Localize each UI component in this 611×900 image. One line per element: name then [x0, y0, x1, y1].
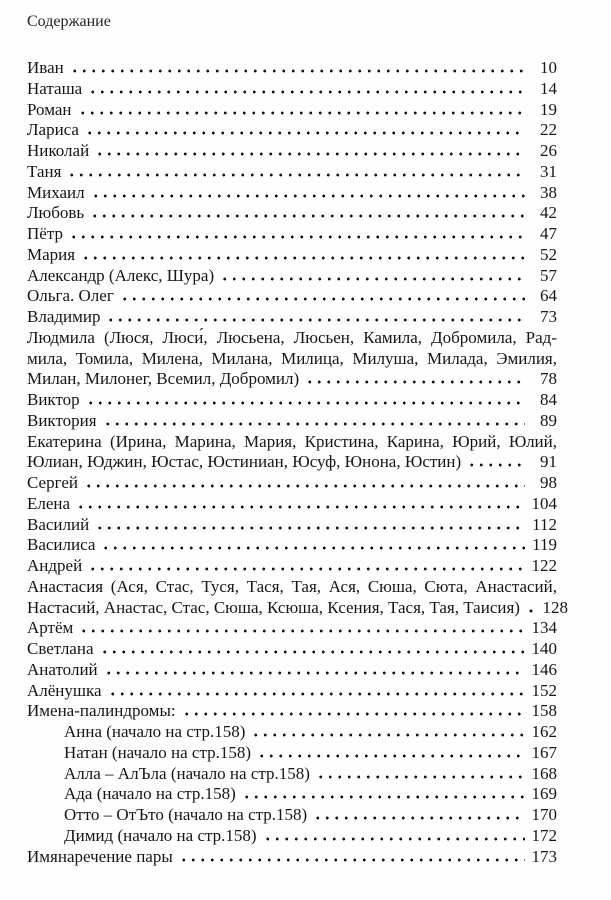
toc-entry-continuation-line: Анастасия (Ася, Стас, Туся, Тася, Тая, Ася, Сюша, Сюта, Анастасий,: [27, 576, 557, 596]
toc-entry: [27, 183, 557, 204]
toc-page-number: 104: [531, 493, 557, 513]
toc-entry-row: [27, 618, 557, 639]
toc-entry-row: [27, 224, 557, 245]
toc-entry-row: [27, 307, 557, 328]
dotted-leader: [263, 837, 525, 841]
toc-entry-label: Владимир: [27, 307, 101, 326]
toc-entry-label: Наташа: [27, 78, 83, 98]
dotted-leader: [104, 671, 525, 675]
dotted-leader: [106, 318, 525, 322]
toc-entry-row: [27, 784, 557, 805]
toc-entry: [27, 245, 557, 266]
toc-page-number: 98: [540, 473, 557, 492]
toc-entry: [27, 141, 557, 162]
toc-entry: [27, 100, 557, 121]
toc-page-number: 134: [531, 618, 557, 638]
toc-page-number: 22: [540, 120, 557, 140]
dotted-leader: [179, 858, 525, 862]
toc-page-number: 57: [540, 265, 557, 285]
toc-entry-row: [27, 100, 557, 121]
toc-entry-label: Артём: [27, 618, 74, 638]
dotted-leader: [85, 131, 525, 135]
dotted-leader: [316, 775, 525, 779]
toc-entry-row: [27, 266, 557, 287]
toc-entry-label: Лариса: [27, 120, 79, 140]
toc-page-number: 152: [531, 680, 557, 700]
toc-entry: [27, 515, 557, 536]
toc-entry-row: [27, 369, 557, 390]
dotted-leader: [86, 401, 525, 405]
toc-entry-row: [27, 245, 557, 266]
toc-entry: [27, 764, 557, 785]
dotted-leader: [78, 111, 526, 115]
dotted-leader: [69, 235, 525, 239]
toc-entry-continuation-line: мила, Томила, Милена, Милана, Милица, Милуша, Милада, Эмилия,: [27, 348, 557, 368]
toc-page-number: 10: [540, 58, 557, 77]
toc-entry-row: [27, 452, 557, 473]
dotted-leader: [257, 754, 525, 758]
toc-entry: [27, 411, 557, 432]
toc-entry-row: [27, 203, 557, 224]
toc-page-number: 167: [531, 742, 557, 762]
toc-entry-label: Ольга. Олег: [27, 286, 114, 306]
toc-page-number: 169: [531, 784, 557, 804]
toc-entry-label: Иван: [27, 58, 64, 77]
toc-page-number: 26: [540, 141, 557, 160]
dotted-leader: [220, 277, 525, 281]
toc-entry-row: [27, 535, 557, 556]
dotted-leader: [242, 795, 525, 799]
toc-page-number: 78: [540, 369, 557, 389]
toc-entry-label: Светлана: [27, 639, 94, 658]
toc-page-number: 122: [531, 556, 557, 575]
toc-entry-row: [27, 183, 557, 204]
toc-page-number: 14: [540, 78, 557, 98]
toc-entry: [27, 266, 557, 287]
dotted-leader: [95, 526, 525, 530]
dotted-leader: [103, 422, 525, 426]
dotted-leader: [90, 214, 525, 218]
toc-entry: [27, 556, 557, 577]
toc-entry-label: Елена: [27, 493, 71, 513]
dotted-leader: [101, 546, 525, 550]
dotted-leader: [305, 380, 525, 384]
toc-entry: [27, 847, 557, 868]
dotted-leader: [70, 69, 525, 73]
toc-entry-label: Василий: [27, 514, 90, 534]
dotted-leader: [251, 733, 525, 737]
toc-entry-label: Александр (Алекс, Шура): [27, 265, 215, 285]
toc-page-number: 52: [540, 244, 557, 264]
dotted-leader: [76, 505, 525, 509]
toc-page-number: 64: [540, 286, 557, 306]
toc-entry-row: [27, 701, 557, 722]
toc-entry-label: Роман: [27, 99, 72, 119]
toc-list: [27, 58, 568, 867]
toc-entry: [27, 805, 557, 826]
toc-entry-row: [27, 660, 557, 681]
toc-entry-row: [27, 805, 557, 826]
toc-entry-row: [27, 847, 557, 868]
toc-entry: [27, 660, 557, 681]
dotted-leader: [95, 152, 525, 156]
toc-page-number: 173: [531, 846, 557, 866]
dotted-leader: [84, 484, 525, 488]
toc-entry-row: [27, 826, 557, 847]
toc-entry: [27, 535, 557, 556]
toc-entry-label: Анна (начало на стр.158): [64, 722, 246, 741]
toc-page-number: 19: [540, 99, 557, 119]
toc-page-number: 112: [532, 514, 557, 534]
toc-entry-label: Ада (начало на стр.158): [64, 784, 236, 804]
toc-entry-label: Василиса: [27, 535, 96, 555]
toc-page-number: 91: [540, 452, 557, 472]
dotted-leader: [467, 463, 525, 467]
toc-entry-label: Настасий, Анастас, Стас, Сюша, Ксюша, Ксения, Тася, Тая, Таисия): [27, 597, 520, 617]
toc-entry-label: Сергей: [27, 473, 78, 492]
toc-entry: [27, 576, 568, 619]
toc-entry-row: [27, 597, 568, 619]
toc-page-number: 47: [540, 224, 557, 243]
toc-entry-label: Андрей: [27, 556, 83, 575]
toc-entry-row: [27, 162, 557, 183]
toc-entry-label: Милан, Милонег, Всемил, Добромил): [27, 369, 300, 389]
toc-entry: [27, 826, 557, 847]
toc-entry-label: Алла – АлЪла (начало на стр.158): [64, 763, 310, 783]
toc-entry-continuation-line: Екатерина (Ирина, Марина, Мария, Кристина, Карина, Юрий, Юлий,: [27, 431, 557, 451]
toc-entry-row: [27, 515, 557, 536]
dotted-leader: [526, 609, 536, 613]
toc-entry: [27, 681, 557, 702]
toc-entry: [27, 473, 557, 494]
toc-page-number: 84: [540, 390, 557, 409]
toc-entry-label: Алёнушка: [27, 680, 102, 700]
toc-entry-row: [27, 473, 557, 494]
toc-page-number: 73: [540, 307, 557, 326]
toc-page-number: 172: [531, 825, 557, 845]
toc-entry-label: Отто – ОтЪто (начало на стр.158): [64, 805, 308, 824]
toc-entry-label: Юлиан, Юджин, Юстас, Юстиниан, Юсуф, Юнона, Юстин): [27, 452, 462, 472]
dotted-leader: [182, 712, 525, 716]
toc-entry-row: [27, 743, 557, 764]
toc-entry: [27, 79, 557, 100]
toc-page-number: 42: [540, 203, 557, 223]
toc-page-number: 170: [531, 805, 557, 824]
toc-entry-label: Анатолий: [27, 659, 98, 679]
toc-entry-label: Николай: [27, 141, 90, 160]
toc-entry-row: [27, 286, 557, 307]
toc-entry-row: [27, 58, 557, 79]
toc-page-number: 146: [531, 659, 557, 679]
toc-entry-row: [27, 722, 557, 743]
toc-entry-row: [27, 390, 557, 411]
toc-entry: [27, 701, 557, 722]
toc-page-number: 38: [540, 182, 557, 202]
toc-page-number: 158: [531, 701, 557, 721]
toc-entry: [27, 494, 557, 515]
toc-entry-continuation-line: Людмила (Люся, Люси́, Люсьена, Люсьен, Камила, Добромила, Рад-: [27, 327, 557, 347]
toc-entry-row: [27, 120, 557, 141]
toc-entry-label: Таня: [27, 161, 62, 181]
toc-entry-row: [27, 411, 557, 432]
toc-page-number: 119: [532, 535, 557, 555]
toc-entry-row: [27, 79, 557, 100]
toc-page-number: 128: [542, 597, 568, 617]
dotted-leader: [108, 692, 525, 696]
page-title: Содержание: [27, 13, 111, 30]
toc-entry: [27, 743, 557, 764]
toc-page-number: 168: [531, 763, 557, 783]
toc-entry: [27, 203, 557, 224]
toc-entry: [27, 162, 557, 183]
toc-entry-row: [27, 639, 557, 660]
toc-entry-label: Пётр: [27, 224, 63, 243]
toc-entry-label: Мария: [27, 244, 76, 264]
toc-entry-label: Натан (начало на стр.158): [64, 742, 251, 762]
toc-entry-label: Имена-палиндромы:: [27, 701, 176, 721]
dotted-leader: [79, 629, 525, 633]
toc-entry: [27, 390, 557, 411]
toc-entry: [27, 120, 557, 141]
toc-page-number: 89: [540, 410, 557, 430]
toc-page-number: 31: [540, 161, 557, 181]
toc-entry: [27, 784, 557, 805]
toc-entry-label: Любовь: [27, 203, 85, 223]
toc-entry-row: [27, 141, 557, 162]
dotted-leader: [100, 650, 526, 654]
dotted-leader: [313, 816, 525, 820]
dotted-leader: [91, 194, 525, 198]
toc-entry-label: Виктор: [27, 390, 80, 409]
toc-page-number: 162: [531, 722, 557, 741]
toc-entry-row: [27, 556, 557, 577]
dotted-leader: [88, 90, 525, 94]
toc-entry: [27, 722, 557, 743]
dotted-leader: [67, 173, 525, 177]
toc-page-number: 140: [531, 639, 557, 658]
toc-entry-label: Имянаречение пары: [27, 846, 173, 866]
toc-entry: [27, 618, 557, 639]
toc-entry-label: Димид (начало на стр.158): [64, 825, 257, 845]
dotted-leader: [120, 297, 525, 301]
toc-entry: [27, 58, 557, 79]
toc-entry-label: Виктория: [27, 410, 97, 430]
toc-entry-row: [27, 764, 557, 785]
toc-entry: [27, 286, 557, 307]
toc-entry: [27, 328, 557, 390]
toc-entry: [27, 307, 557, 328]
toc-entry: [27, 224, 557, 245]
toc-entry-row: [27, 681, 557, 702]
dotted-leader: [88, 567, 525, 571]
toc-entry-label: Михаил: [27, 182, 85, 202]
dotted-leader: [81, 256, 525, 260]
toc-entry-row: [27, 494, 557, 515]
toc-entry: [27, 639, 557, 660]
toc-entry: [27, 432, 557, 474]
